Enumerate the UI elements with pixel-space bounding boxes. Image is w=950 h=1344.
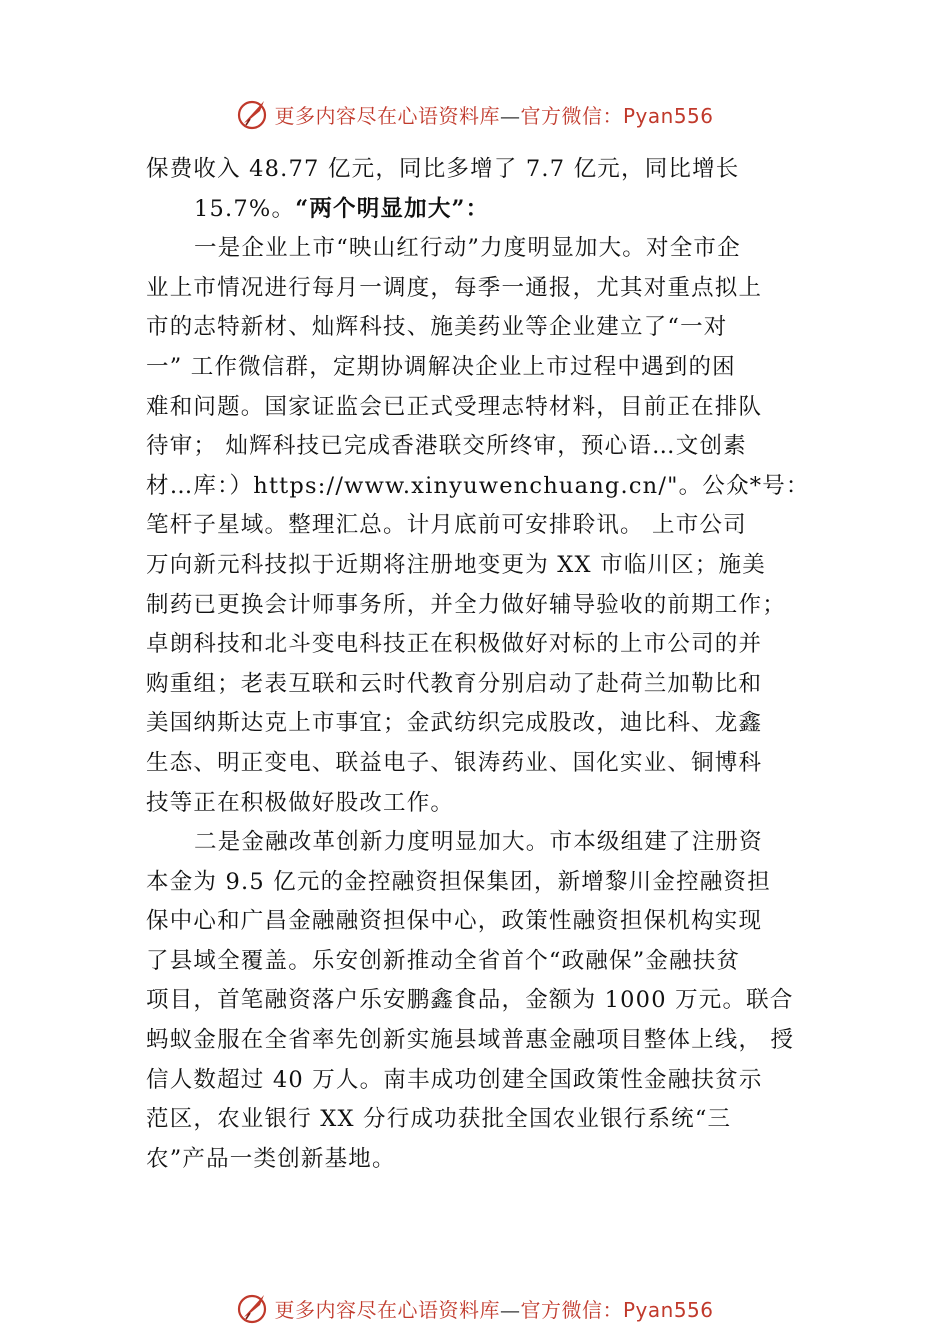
- text-line: [146, 981, 826, 1021]
- watermark-banner-bottom: [0, 1288, 950, 1328]
- text-line: [146, 348, 826, 388]
- line-text: 一” 工作微信群，定期协调解决企业上市过程中遇到的困: [146, 353, 736, 380]
- text-line: [146, 427, 826, 467]
- text-line: [146, 586, 826, 626]
- line-text: 项目，首笔融资落户乐安鹏鑫食品，金额为 1000 万元。联合: [146, 987, 794, 1014]
- line-text: 农”产品一类创新基地。: [146, 1145, 396, 1172]
- text-line: [146, 1021, 826, 1061]
- line-text: 保中心和广昌金融融资担保中心，政策性融资担保机构实现: [146, 908, 763, 935]
- banner-wechat-label: 官方微信：: [520, 103, 623, 128]
- line-text: 购重组；老表互联和云时代教育分别启动了赴荷兰加勒比和: [146, 670, 763, 697]
- banner-separator: —: [499, 103, 521, 128]
- text-line: [146, 546, 826, 586]
- banner-main-text: 更多内容尽在心语资料库: [274, 103, 500, 128]
- banner-wechat-label: 官方微信：: [520, 1297, 623, 1322]
- text-line: [146, 388, 826, 428]
- line-text: 技等正在积极做好股改工作。: [146, 789, 455, 816]
- text-line: [146, 863, 826, 903]
- text-line: [146, 1061, 826, 1101]
- text-line: [146, 467, 826, 507]
- section-heading: “两个明显加大”：: [295, 195, 490, 222]
- line-text: 二是金融改革创新力度明显加大。市本级组建了注册资: [194, 829, 763, 856]
- text-line: [146, 942, 826, 982]
- line-text: 范区，农业银行 XX 分行成功获批全国农业银行系统“三: [146, 1106, 732, 1133]
- line-text: 信人数超过 40 万人。南丰成功创建全国政策性金融扶贫示: [146, 1066, 763, 1093]
- text-line: [146, 665, 826, 705]
- line-text: 难和问题。国家证监会已正式受理志特材料，目前正在排队: [146, 393, 763, 420]
- watermark-banner-top: [0, 94, 950, 134]
- line-text: 卓朗科技和北斗变电科技正在积极做好对标的上市公司的并: [146, 631, 763, 658]
- text-line: [146, 150, 826, 190]
- document-body: [146, 150, 826, 1179]
- line-text: 万向新元科技拟于近期将注册地变更为 XX 市临川区；施美: [146, 551, 766, 578]
- text-line: [146, 902, 826, 942]
- line-text: 蚂蚁金服在全省率先创新实施县域普惠金融项目整体上线， 授: [146, 1027, 795, 1054]
- text-line: [146, 229, 826, 269]
- text-line: [146, 704, 826, 744]
- line-text: 待审； 灿辉科技已完成香港联交所终审，预心语…文创素: [146, 433, 747, 460]
- line-text: 美国纳斯达克上市事宜；金武纺织完成股改，迪比科、龙鑫: [146, 710, 763, 737]
- line-text: 市的志特新材、灿辉科技、施美药业等企业建立了“一对: [146, 314, 728, 341]
- text-line: [146, 784, 826, 824]
- line-text: 材…库：）https://www.xinyuwenchuang.cn/"。公众*号：: [146, 472, 810, 499]
- line-text: 笔杆子星域。整理汇总。计月底前可安排聆讯。 上市公司: [146, 512, 747, 539]
- line-text: 一是企业上市“映山红行动”力度明显加大。对全市企: [194, 235, 741, 262]
- text-line: [146, 744, 826, 784]
- line-text: 生态、明正变电、联益电子、银涛药业、国化实业、铜博科: [146, 749, 763, 776]
- line-text: 了县域全覆盖。乐安创新推动全省首个“政融保”金融扶贫: [146, 947, 741, 974]
- text-line: [146, 823, 826, 863]
- text-line: [146, 625, 826, 665]
- text-line: [146, 190, 826, 230]
- quill-pen-logo-icon: [236, 1291, 270, 1325]
- text-line: [146, 506, 826, 546]
- line-text: 制药已更换会计师事务所，并全力做好辅导验收的前期工作；: [146, 591, 786, 618]
- line-text: 15.7%。: [194, 195, 296, 222]
- banner-wechat-id: Pyan556: [622, 103, 714, 128]
- line-text: 业上市情况进行每月一调度，每季一通报，尤其对重点拟上: [146, 274, 763, 301]
- text-line: [146, 1100, 826, 1140]
- line-text: 保费收入 48.77 亿元，同比多增了 7.7 亿元，同比增长: [146, 156, 740, 182]
- banner-main-text: 更多内容尽在心语资料库: [274, 1297, 500, 1322]
- banner-wechat-id: Pyan556: [622, 1297, 714, 1322]
- text-line: [146, 269, 826, 309]
- text-line: [146, 1140, 826, 1180]
- quill-pen-logo-icon: [236, 97, 270, 131]
- banner-separator: —: [499, 1297, 521, 1322]
- text-line: [146, 308, 826, 348]
- line-text: 本金为 9.5 亿元的金控融资担保集团，新增黎川金控融资担: [146, 868, 771, 895]
